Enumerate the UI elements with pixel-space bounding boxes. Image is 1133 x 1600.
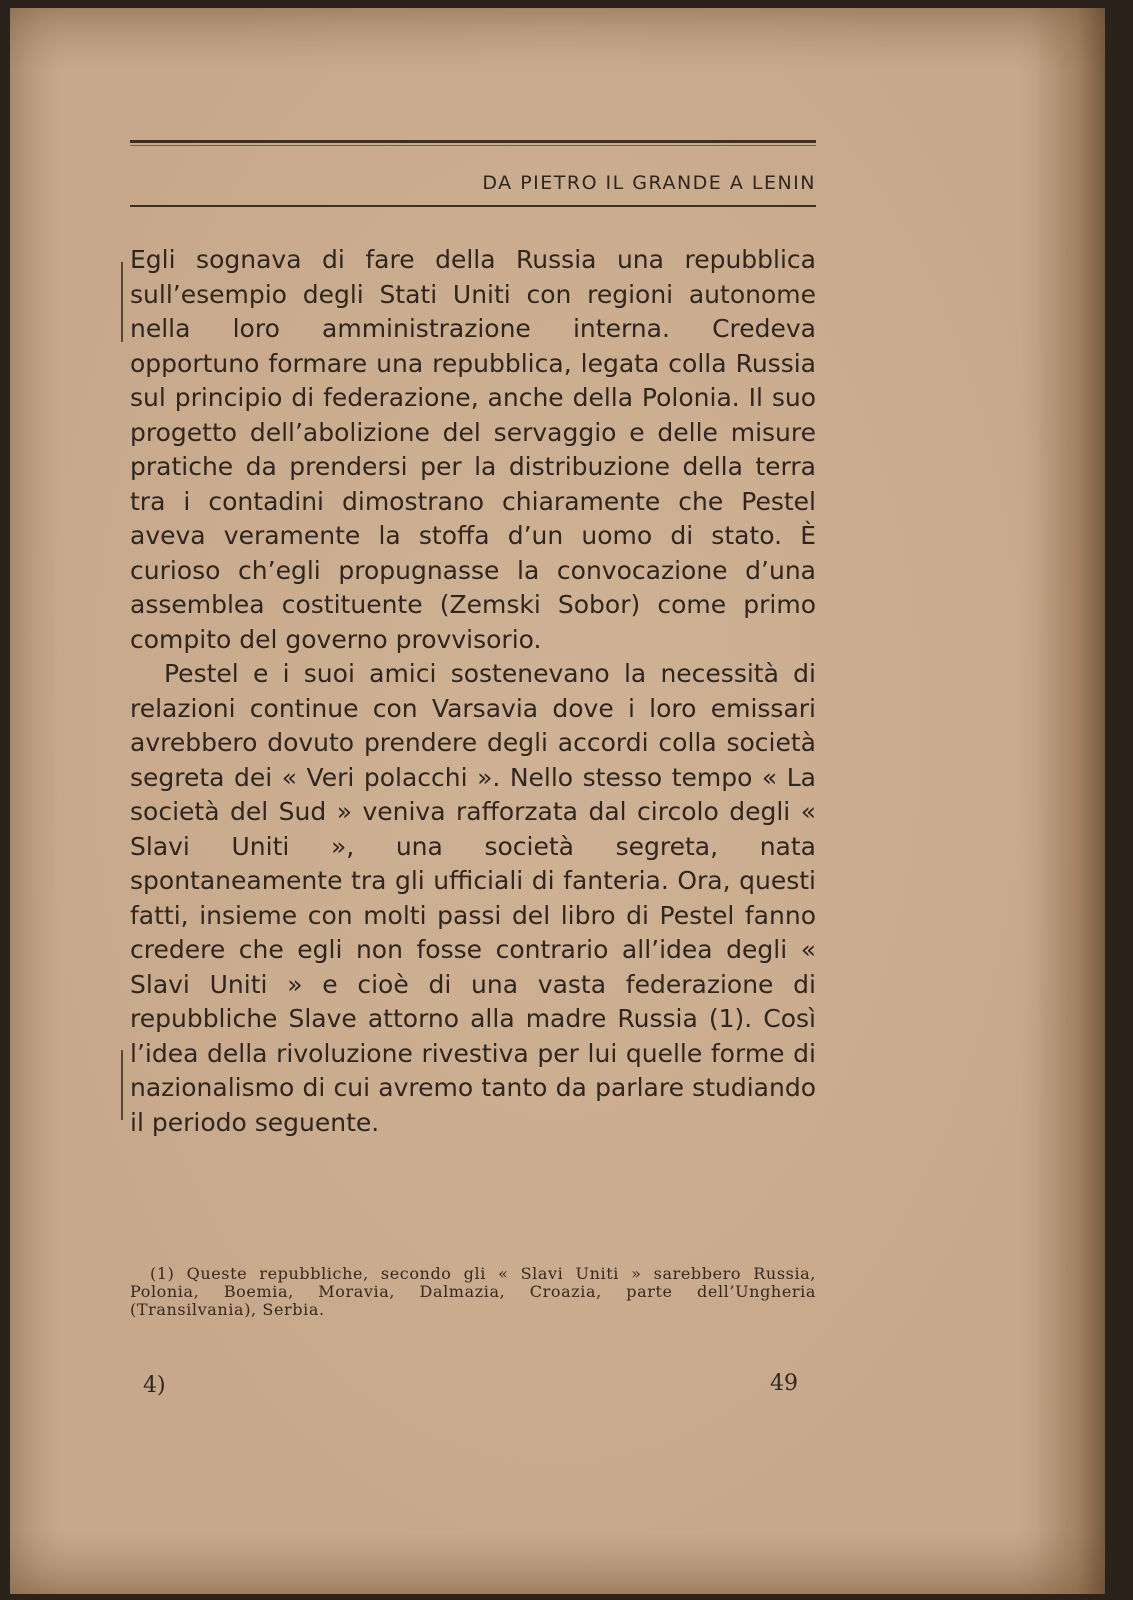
- header-rule-top: [130, 140, 816, 143]
- footnote: (1) Queste repubbliche, secondo gli « Slavi Uniti » sarebbero Russia, Polonia, Boemia, Moravia, Dalmazia, Croazia, parte dell’Ungheria (Transilvania), Serbia.: [130, 1264, 816, 1319]
- paragraph: Pestel e i suoi amici sostenevano la necessità di relazioni continue con Varsavia dove i loro emissari avrebbero dovuto prendere degli accordi colla società segreta dei « Veri polacchi ». Nello stesso tempo « La società del Sud » veniva rafforzata dal circolo degli « Slavi Uniti », una società segreta, nata spontaneamente tra gli ufficiali di fanteria. Ora, questi fatti, insieme con molti passi del libro di Pestel fanno credere che egli non fosse contrario all’idea degli « Slavi Uniti » e cioè di una vasta federazione di repubbliche Slave attorno alla madre Russia (1). Così l’idea della rivoluzione rivestiva per lui quelle forme di nazionalismo di cui avremo tanto da parlare studiando il periodo seguente.: [130, 659, 816, 1137]
- signature-mark: 4): [143, 1373, 166, 1398]
- header-rule-bottom: [130, 205, 816, 207]
- paragraph: Egli sognava di fare della Russia una repubblica sull’esempio degli Stati Uniti con regioni autonome nella loro amministrazione interna. Credeva opportuno formare una repubblica, legata colla Russia sul principio di federazione, anche della Polonia. Il suo progetto dell’abolizione del servaggio e delle misure pratiche da prendersi per la distribuzione della terra tra i contadini dimostrano chiaramente che Pestel aveva veramente la stoffa d’un uomo di stato. È curioso ch’egli propugnasse la convocazione d’una assemblea costituente (Zemski Sobor) come primo compito del governo provvisorio.: [130, 245, 816, 654]
- running-head: DA PIETRO IL GRANDE A LENIN: [482, 172, 816, 194]
- main-text: [130, 243, 816, 1140]
- margin-pencil-mark: [121, 262, 123, 342]
- page-edge-shadow: [1035, 8, 1105, 1594]
- header-rule-top-thin: [130, 145, 816, 146]
- page-number: 49: [770, 1371, 798, 1396]
- margin-pencil-mark: [121, 1050, 123, 1120]
